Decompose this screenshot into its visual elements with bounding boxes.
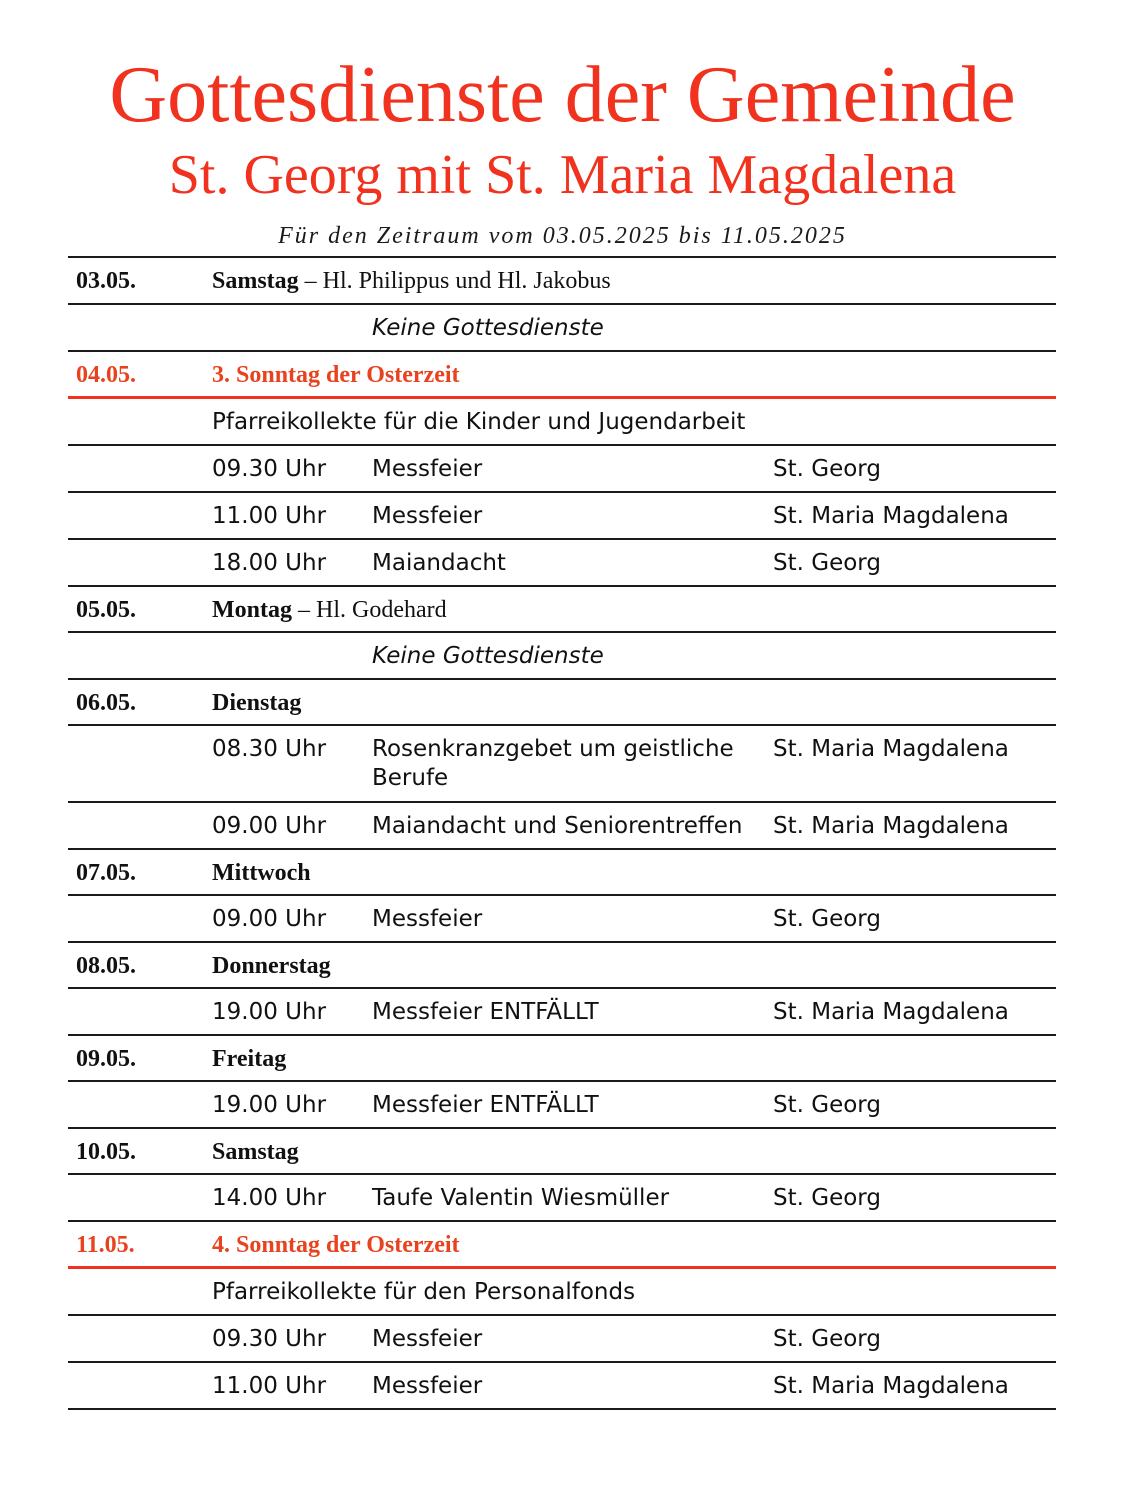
service-time: 19.00 Uhr xyxy=(212,1092,327,1118)
day-name: Samstag – Hl. Philippus und Hl. Jakobus xyxy=(212,268,611,294)
collection-row xyxy=(68,399,1056,446)
day-date: 07.05. xyxy=(76,860,136,886)
service-row xyxy=(68,989,1056,1036)
collection-row xyxy=(68,1269,1056,1316)
day-date: 04.05. xyxy=(76,362,136,388)
service-description: Rosenkranzgebet um geistliche Berufe xyxy=(372,736,734,791)
service-row xyxy=(68,896,1056,943)
service-description: Messfeier ENTFÄLLT xyxy=(372,1092,599,1118)
collection-note: Pfarreikollekte für die Kinder und Jugendarbeit xyxy=(212,409,746,435)
day-name: Dienstag xyxy=(212,690,302,716)
no-services-text: Keine Gottesdienste xyxy=(372,643,604,669)
service-location: St. Georg xyxy=(773,1092,881,1118)
day-date: 08.05. xyxy=(76,953,136,979)
service-location: St. Maria Magdalena xyxy=(773,503,1009,529)
page-title: Gottesdienste der Gemeinde xyxy=(109,51,1016,139)
day-header-row xyxy=(68,352,1056,399)
service-description: Messfeier xyxy=(372,906,483,932)
day-header-row xyxy=(68,258,1056,305)
service-location: St. Georg xyxy=(773,550,881,576)
service-row xyxy=(68,446,1056,493)
day-name: Donnerstag xyxy=(212,953,331,979)
no-services-row xyxy=(68,305,1056,352)
service-row xyxy=(68,803,1056,850)
day-name: Samstag xyxy=(212,1139,299,1165)
service-description: Messfeier xyxy=(372,1373,483,1399)
service-time: 11.00 Uhr xyxy=(212,503,327,529)
service-time: 11.00 Uhr xyxy=(212,1373,327,1399)
service-time: 08.30 Uhr xyxy=(212,736,327,762)
service-location: St. Maria Magdalena xyxy=(773,999,1009,1025)
service-time: 19.00 Uhr xyxy=(212,999,327,1025)
day-name: Freitag xyxy=(212,1046,287,1072)
day-name: 4. Sonntag der Osterzeit xyxy=(212,1232,460,1258)
service-location: St. Georg xyxy=(773,456,881,482)
day-header-row xyxy=(68,1036,1056,1082)
day-name: 3. Sonntag der Osterzeit xyxy=(212,362,460,388)
service-location: St. Georg xyxy=(773,1326,881,1352)
collection-note: Pfarreikollekte für den Personalfonds xyxy=(212,1279,636,1305)
day-header-row xyxy=(68,1129,1056,1175)
service-time: 09.30 Uhr xyxy=(212,456,327,482)
no-services-row xyxy=(68,633,1056,680)
service-location: St. Maria Magdalena xyxy=(773,1373,1009,1399)
service-location: St. Georg xyxy=(773,1185,881,1211)
service-location: St. Maria Magdalena xyxy=(773,813,1009,839)
service-description: Messfeier ENTFÄLLT xyxy=(372,999,599,1025)
service-time: 09.30 Uhr xyxy=(212,1326,327,1352)
service-row xyxy=(68,1082,1056,1129)
service-time: 14.00 Uhr xyxy=(212,1185,327,1211)
no-services-text: Keine Gottesdienste xyxy=(372,315,604,341)
day-header-row xyxy=(68,587,1056,633)
service-row xyxy=(68,1175,1056,1222)
schedule-table xyxy=(68,256,1056,1410)
service-description: Messfeier xyxy=(372,503,483,529)
service-row xyxy=(68,1316,1056,1363)
service-description: Taufe Valentin Wiesmüller xyxy=(372,1185,670,1211)
day-date: 10.05. xyxy=(76,1139,136,1165)
day-header-row xyxy=(68,850,1056,896)
service-description: Maiandacht und Seniorentreffen xyxy=(372,813,743,839)
service-description: Maiandacht xyxy=(372,550,506,576)
day-name: Montag – Hl. Godehard xyxy=(212,597,447,623)
day-date: 03.05. xyxy=(76,268,136,294)
page-subtitle: St. Georg mit St. Maria Magdalena xyxy=(168,144,957,206)
day-date: 11.05. xyxy=(76,1232,135,1258)
service-location: St. Georg xyxy=(773,906,881,932)
service-row xyxy=(68,726,1056,803)
service-row xyxy=(68,540,1056,587)
day-date: 09.05. xyxy=(76,1046,136,1072)
day-name: Mittwoch xyxy=(212,860,311,886)
service-description: Messfeier xyxy=(372,1326,483,1352)
service-description: Messfeier xyxy=(372,456,483,482)
service-row xyxy=(68,1363,1056,1410)
date-range: Für den Zeitraum vom 03.05.2025 bis 11.05.2025 xyxy=(278,223,847,249)
service-time: 18.00 Uhr xyxy=(212,550,327,576)
service-row xyxy=(68,493,1056,540)
day-header-row xyxy=(68,1222,1056,1269)
service-time: 09.00 Uhr xyxy=(212,906,327,932)
service-time: 09.00 Uhr xyxy=(212,813,327,839)
day-header-row xyxy=(68,680,1056,726)
day-date: 05.05. xyxy=(76,597,136,623)
day-header-row xyxy=(68,943,1056,989)
service-location: St. Maria Magdalena xyxy=(773,736,1009,762)
day-date: 06.05. xyxy=(76,690,136,716)
